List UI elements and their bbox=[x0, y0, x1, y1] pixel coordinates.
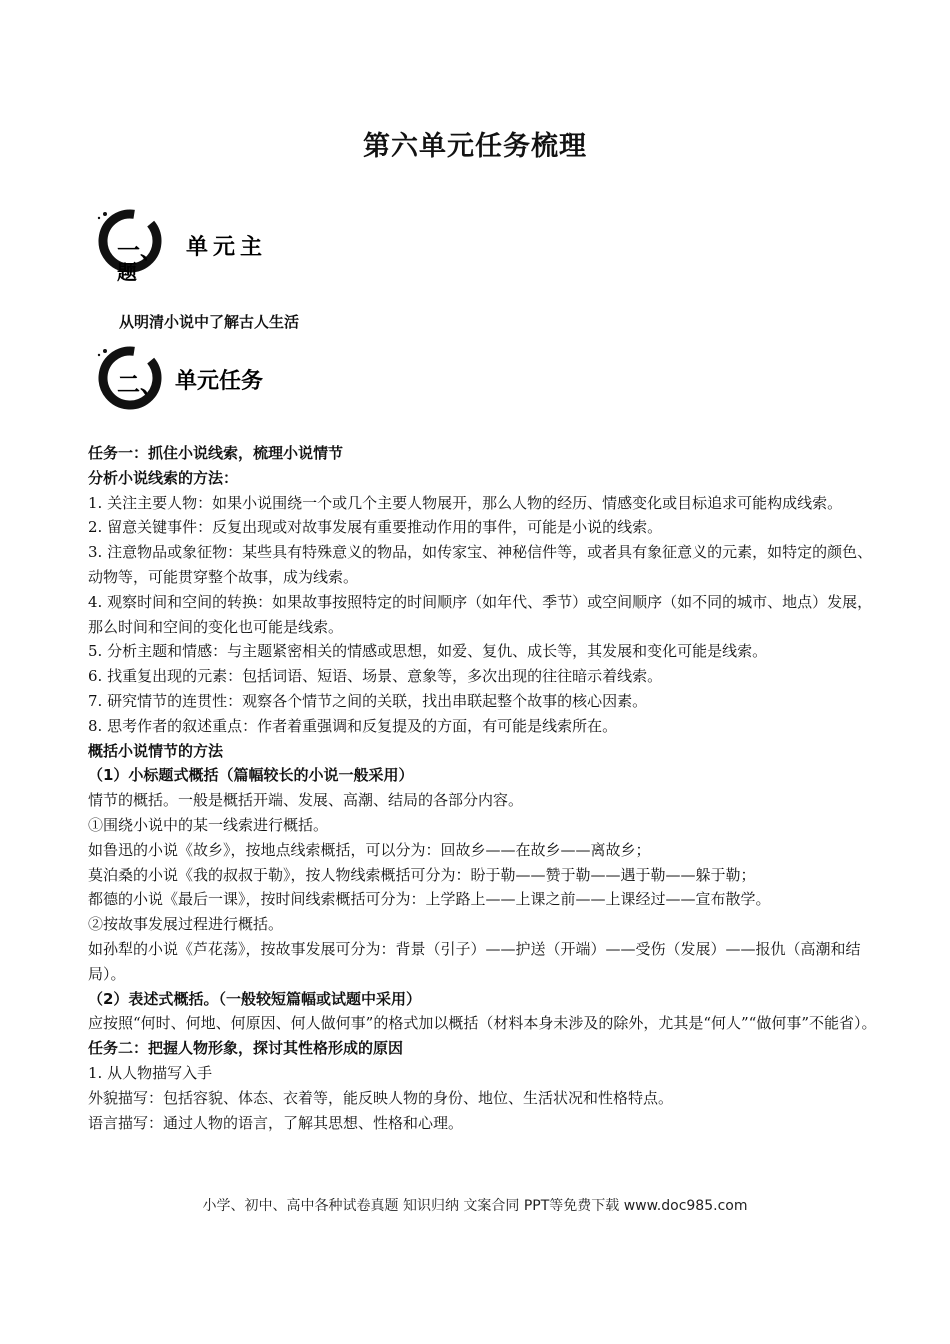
method1-title: （1）小标题式概括（篇幅较长的小说一般采用） bbox=[88, 766, 414, 785]
list-item: 4. 观察时间和空间的转换：如果故事按照特定的时间顺序（如年代、季节）或空间顺序（如不同的城市、地点）发展，那么时间和空间的变化也可能是线索。 bbox=[88, 592, 873, 636]
paragraph: 1. 从人物描写入手 bbox=[88, 1063, 213, 1082]
task1-title: 任务一：抓住小说线索，梳理小说情节 bbox=[88, 444, 344, 462]
list-item: 6. 找重复出现的元素：包括词语、短语、场景、意象等，多次出现的往往暗示着线索。 bbox=[88, 667, 663, 686]
task2-title: 任务二：把握人物形象，探讨其性格形成的原因 bbox=[88, 1039, 404, 1058]
unit-theme: 从明清小说中了解古人生活 bbox=[119, 313, 300, 331]
paragraph: 应按照“何时、何地、何原因、何人做何事”的格式加以概括（材料本身未涉及的除外，尤其是“何人”“做何事”不能省）。 bbox=[88, 1014, 877, 1033]
paragraph: 如孙犁的小说《芦花荡》，按故事发展可分为：背景（引子）——护送（开端）——受伤（发展）——报仇（高潮和结局）。 bbox=[88, 939, 861, 983]
paragraph: 莫泊桑的小说《我的叔叔于勒》，按人物线索概括可分为：盼于勒——赞于勒——遇于勒——躲于勒； bbox=[88, 865, 756, 884]
paragraph: 都德的小说《最后一课》，按时间线索概括可分为：上学路上——上课之前——上课经过——宣布散学。 bbox=[88, 890, 771, 909]
paragraph: ①围绕小说中的某一线索进行概括。 bbox=[88, 815, 329, 834]
section2-heading: 单元任务 bbox=[175, 369, 264, 394]
paragraph: 外貌描写：包括容貌、体态、衣着等，能反映人物的身份、地位、生活状况和性格特点。 bbox=[88, 1088, 674, 1107]
page-footer: 小学、初中、高中各种试卷真题 知识归纳 文案合同 PPT等免费下载 www.doc985.com bbox=[202, 1198, 748, 1214]
list-item: 7. 研究情节的连贯性：观察各个情节之间的关联，找出串联起整个故事的核心因素。 bbox=[88, 691, 648, 710]
section2-number: 二、 bbox=[117, 372, 163, 398]
clue-heading: 分析小说线索的方法： bbox=[88, 468, 239, 487]
section1-heading: 单元主 bbox=[186, 235, 268, 260]
paragraph: 语言描写：通过人物的语言，了解其思想、性格和心理。 bbox=[88, 1113, 464, 1132]
paragraph: 情节的概括。一般是概括开端、发展、高潮、结局的各部分内容。 bbox=[88, 791, 524, 810]
section1-heading-wrap: 题 bbox=[117, 260, 137, 284]
body-content bbox=[88, 441, 878, 1135]
page-title: 第六单元任务梳理 bbox=[363, 131, 587, 162]
list-item: 5. 分析主题和情感：与主题紧密相关的情感或思想，如爱、复仇、成长等，其发展和变化可能是线索。 bbox=[88, 642, 768, 661]
list-item: 3. 注意物品或象征物：某些具有特殊意义的物品，如传家宝、神秘信件等，或者具有象征意义的元素，如特定的颜色、动物等，可能贯穿整个故事，成为线索。 bbox=[88, 543, 873, 586]
plot-heading: 概括小说情节的方法 bbox=[88, 741, 224, 760]
method2-title: （2）表述式概括。（一般较短篇幅或试题中采用） bbox=[88, 989, 421, 1008]
paragraph: ②按故事发展过程进行概括。 bbox=[88, 915, 284, 934]
list-item: 2. 留意关键事件：反复出现或对故事发展有重要推动作用的事件，可能是小说的线索。 bbox=[88, 518, 663, 537]
paragraph: 如鲁迅的小说《故乡》，按地点线索概括，可以分为：回故乡——在故乡——离故乡； bbox=[88, 840, 651, 859]
section1-number: 一、 bbox=[117, 238, 163, 264]
list-item: 8. 思考作者的叙述重点：作者着重强调和反复提及的方面，有可能是线索所在。 bbox=[88, 716, 618, 735]
list-item: 1. 关注主要人物：如果小说围绕一个或几个主要人物展开，那么人物的经历、情感变化或目标追求可能构成线索。 bbox=[88, 493, 843, 512]
